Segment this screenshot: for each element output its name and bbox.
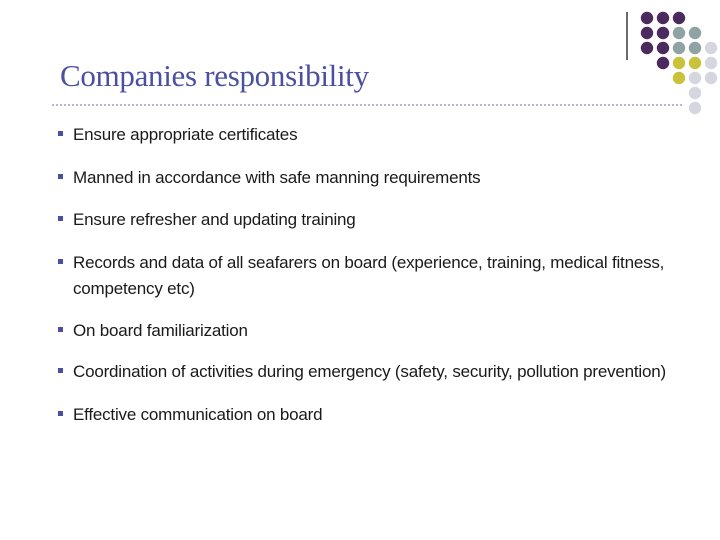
bullet-text: Coordination of activities during emergency (safety, security, pollution prevention) [73,362,666,381]
decorative-dot [657,12,669,24]
bullet-item [58,402,678,428]
bullet-text: Effective communication on board [73,405,323,424]
square-bullet-icon [58,259,73,264]
slide-title: Companies responsibility [60,58,369,93]
bullet-text: Ensure appropriate certificates [73,125,298,144]
bullet-item [58,165,678,191]
bullet-item [58,250,678,302]
square-bullet-icon [58,216,73,221]
decorative-dot [689,42,701,54]
decorative-dot [641,42,653,54]
bullet-item [58,122,678,148]
bullet-item [58,359,678,385]
square-bullet-icon [58,411,73,416]
decorative-dot [673,57,685,69]
bullet-text: Ensure refresher and updating training [73,210,356,229]
decorative-dot [705,72,717,84]
bullet-text: On board familiarization [73,321,248,340]
decorative-dot [641,12,653,24]
bullet-item [58,207,678,233]
decorative-dot [673,72,685,84]
decorative-dot [689,72,701,84]
decorative-dot [689,57,701,69]
decorative-dot [657,42,669,54]
decorative-dot [705,57,717,69]
decorative-dot [689,87,701,99]
square-bullet-icon [58,368,73,373]
title-underline [52,104,682,106]
decorative-dot [641,27,653,39]
decorative-dot [689,102,701,114]
bullet-text: Manned in accordance with safe manning requirements [73,168,481,187]
decorative-dot [673,27,685,39]
decorative-dot [673,42,685,54]
square-bullet-icon [58,131,73,136]
decorative-dot [657,27,669,39]
bullet-item [58,318,678,344]
decorative-dot [657,57,669,69]
decorative-dot [673,12,685,24]
bullet-text: Records and data of all seafarers on board (experience, training, medical fitness, competency etc) [73,253,665,298]
decorative-dot [705,42,717,54]
decorative-dot [689,27,701,39]
square-bullet-icon [58,174,73,179]
header-divider [626,12,628,60]
square-bullet-icon [58,327,73,332]
